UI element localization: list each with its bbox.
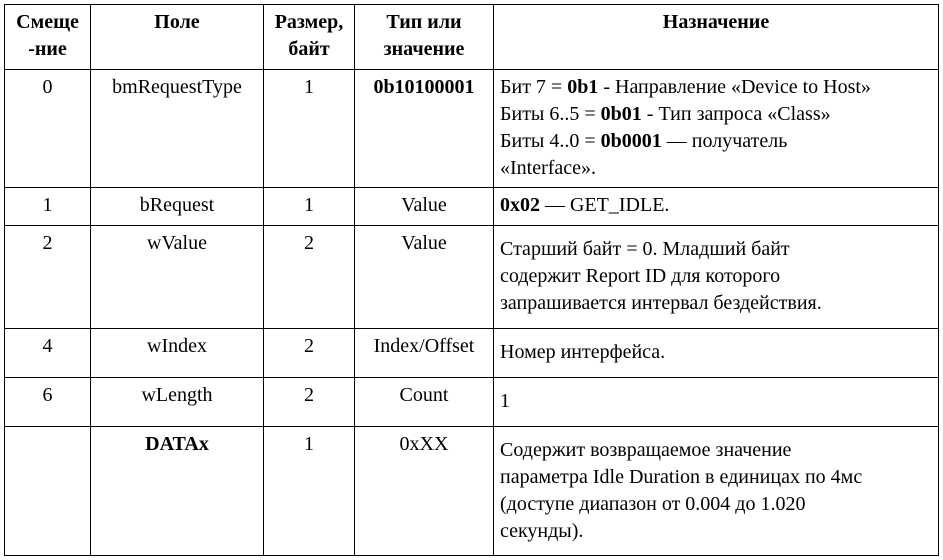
purpose-line [500,128,938,155]
cell-purpose [494,70,939,188]
cell-size: 2 [264,226,355,329]
table-row [5,378,939,427]
header-offset [5,5,91,70]
cell-type: Index/Offset [355,329,494,378]
table-row [5,70,939,188]
purpose-text: — GET_IDLE. [540,194,670,216]
purpose-line: параметра Idle Duration в единицах по 4мс [500,466,863,488]
request-spec-table [4,4,939,556]
cell-purpose [494,378,939,427]
cell-type: Count [355,378,494,427]
purpose-line: 1 [500,390,510,412]
purpose-line: (доступе диапазон от 0.004 до 1.020 [500,493,806,515]
cell-offset: 1 [5,188,91,226]
purpose-line [500,74,938,101]
cell-size: 2 [264,378,355,427]
purpose-line: «Interface». [500,157,597,179]
header-field [91,5,264,70]
cell-size: 1 [264,70,355,188]
cell-offset [5,427,91,556]
cell-size: 1 [264,427,355,556]
table-row [5,329,939,378]
header-offset-line1: Смеще [16,11,79,33]
purpose-line: Номер интерфейса. [500,341,666,363]
purpose-line [500,101,938,128]
cell-field: wIndex [91,329,264,378]
header-purpose [494,5,939,70]
purpose-line: секунды). [500,520,584,542]
purpose-value: 0x02 [500,194,540,216]
purpose-line [500,192,938,219]
table-header-row [5,5,939,70]
header-size-line1: Размер, [274,11,344,33]
table-row [5,427,939,556]
cell-purpose [494,427,939,556]
table-row [5,226,939,329]
purpose-text: Биты 6..5 = [500,103,601,125]
cell-field: bRequest [91,188,264,226]
purpose-line: содержит Report ID для которого [500,265,781,287]
cell-purpose [494,226,939,329]
cell-size: 2 [264,329,355,378]
header-type-line1: Тип или [386,11,462,33]
header-offset-line2: -ние [28,38,67,60]
purpose-value: 0b01 [600,103,642,125]
header-size-line2: байт [288,38,330,60]
cell-field: DATAx [91,427,264,556]
purpose-text: Бит 7 = [500,76,568,98]
cell-offset: 2 [5,226,91,329]
table-row [5,188,939,226]
purpose-line: запрашивается интервал бездействия. [500,292,822,314]
header-type [355,5,494,70]
cell-offset: 6 [5,378,91,427]
header-size [264,5,355,70]
header-type-line2: значение [383,38,465,60]
cell-type: 0b10100001 [355,70,494,188]
header-field-text: Поле [154,11,200,33]
cell-purpose [494,188,939,226]
purpose-line: Содержит возвращаемое значение [500,439,792,461]
purpose-text: - Направление «Device to Host» [598,76,871,98]
purpose-value: 0b0001 [600,130,662,152]
cell-type: Value [355,188,494,226]
cell-type: 0xXX [355,427,494,556]
cell-size: 1 [264,188,355,226]
purpose-text: - Тип запроса «Class» [641,103,831,125]
purpose-text: — получатель [661,130,788,152]
purpose-value: 0b1 [567,76,599,98]
cell-type: Value [355,226,494,329]
header-purpose-text: Назначение [662,11,770,33]
cell-field: wValue [91,226,264,329]
purpose-line: Старший байт = 0. Младший байт [500,238,790,260]
cell-purpose [494,329,939,378]
cell-field: bmRequestType [91,70,264,188]
cell-offset: 0 [5,70,91,188]
purpose-text: Биты 4..0 = [500,130,601,152]
cell-field: wLength [91,378,264,427]
cell-offset: 4 [5,329,91,378]
